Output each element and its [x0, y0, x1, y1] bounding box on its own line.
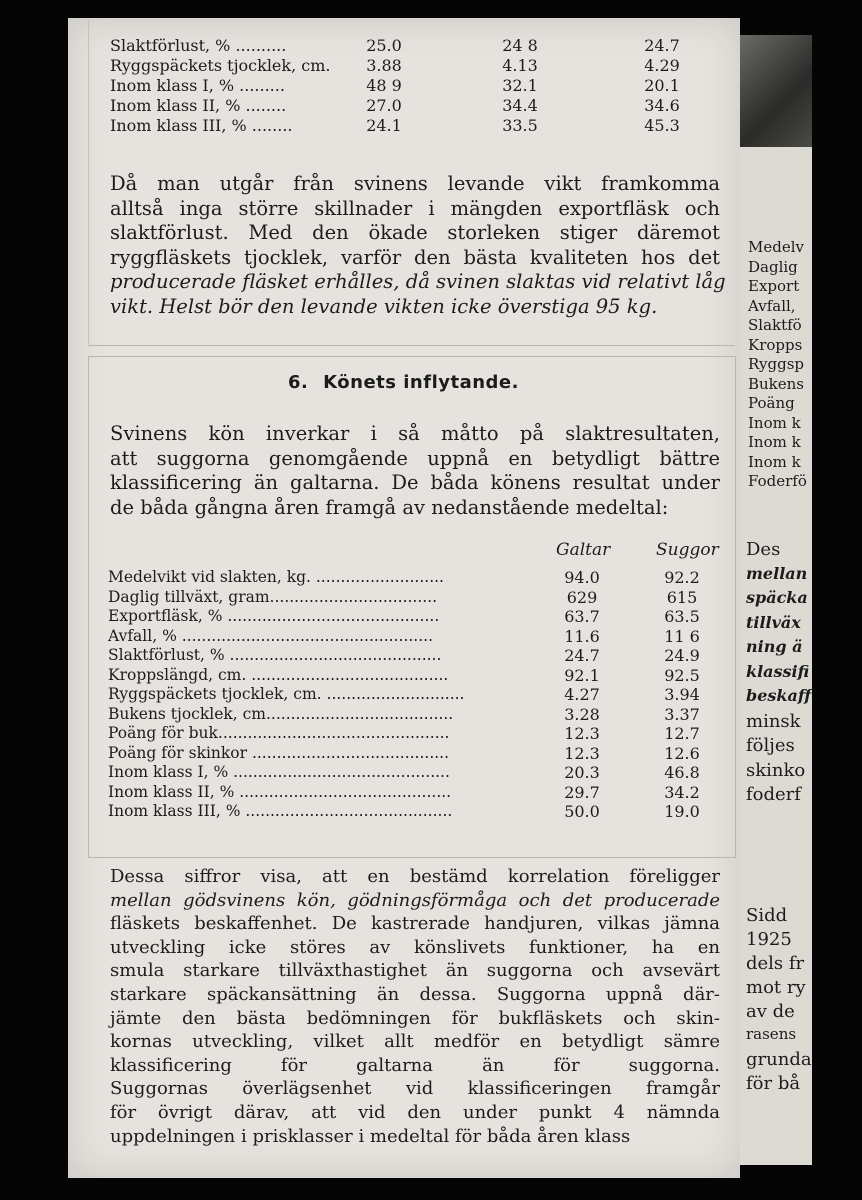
table-cell: 32.1 — [502, 76, 538, 95]
table-cell-suggor: 12.7 — [664, 724, 700, 743]
adjacent-page-strip — [740, 35, 812, 1165]
text-line: vikt. Helst bör den levande vikten icke överstiga 95 kg. — [110, 294, 658, 318]
table-row-label: Slaktförlust, % ........................................... — [108, 646, 442, 664]
strip-text: mot ry — [746, 977, 806, 998]
strip-text: dels fr — [746, 953, 805, 974]
table-cell-galtar: 92.1 — [564, 665, 600, 685]
text-line: mellan gödsvinens kön, gödningsförmåga och det producerade — [110, 889, 720, 911]
strip-label: Kropps — [748, 335, 803, 354]
table-cell: 4.29 — [644, 56, 680, 75]
table-cell-galtar: 29.7 — [564, 782, 600, 802]
table-cell-suggor: 92.2 — [664, 568, 700, 587]
table-row-label: Poäng för buk............................................... — [108, 724, 450, 742]
table-row-label: Inom klass III, % .......................................... — [108, 802, 453, 820]
table-cell-suggor: 63.5 — [664, 607, 700, 626]
strip-text: skinko — [746, 759, 806, 781]
table-cell: 33.5 — [502, 116, 538, 135]
table-cell-suggor: 46.8 — [664, 763, 700, 782]
strip-label: Foderfö — [748, 472, 807, 490]
table-cell: 24.1 — [366, 116, 402, 135]
text-line: de båda gångna åren framgå av nedanstående medeltal: — [110, 495, 669, 519]
strip-text: följes — [746, 735, 795, 756]
text-line: Då man utgår från svinens levande vikt framkomma — [110, 172, 720, 195]
text-line: ryggfläskets tjocklek, varför den bästa kvaliteten hos det — [110, 245, 720, 269]
strip-text: klassifi — [746, 661, 810, 681]
table-cell-suggor: 12.6 — [664, 743, 700, 763]
text-line: Svinens kön inverkar i så måtto på slaktresultaten, — [110, 422, 720, 445]
text-line: Suggornas överlägsenhet vid klassificeringen framgår — [110, 1078, 720, 1100]
photo-fragment — [740, 35, 812, 147]
table-row-label: Bukens tjocklek, cm...................................... — [108, 704, 454, 723]
section-number: 6. — [288, 372, 309, 393]
table-cell-galtar: 24.7 — [564, 646, 600, 665]
table-cell-galtar: 94.0 — [564, 568, 600, 587]
table-cell-galtar: 63.7 — [564, 607, 600, 626]
table-cell-galtar: 4.27 — [564, 685, 600, 704]
section-title: Könets inflytande. — [323, 372, 519, 393]
text-line: fläskets beskaffenhet. De kastrerade handjuren, vilkas jämna — [110, 913, 720, 935]
text-line: utveckling icke störes av könslivets funktioner, ha en — [110, 936, 720, 958]
table-row-label: Inom klass II, % ........ — [110, 96, 287, 115]
strip-text: foderf — [746, 784, 801, 805]
table-cell-galtar: 20.3 — [564, 763, 600, 782]
text-line: slaktförlust. Med den ökade storleken stiger däremot — [110, 221, 720, 244]
strip-text: av de — [746, 1001, 795, 1022]
table-row-label: Inom klass III, % ........ — [110, 116, 293, 135]
table-cell: 20.1 — [644, 76, 680, 95]
strip-text: Sidd — [746, 905, 788, 926]
strip-label: Inom k — [748, 452, 801, 471]
table-row-label: Inom klass I, % ......... — [110, 76, 285, 95]
table-cell: 25.0 — [366, 36, 402, 55]
text-line: kornas utveckling, vilket allt medför en betydligt sämre — [110, 1031, 720, 1053]
table-row-label: Slaktförlust, % .......... — [110, 36, 287, 55]
table-row-label: Exportfläsk, % ........................................... — [108, 607, 440, 625]
table-row-label: Inom klass I, % ............................................ — [108, 763, 450, 781]
strip-label: Inom k — [748, 433, 801, 451]
text-line: för övrigt därav, att vid den under punkt 4 nämnda — [110, 1102, 720, 1123]
strip-label: Avfall, — [748, 296, 796, 315]
table-cell-suggor: 3.37 — [664, 704, 700, 724]
table-cell: 3.88 — [366, 56, 402, 75]
table-cell: 24.7 — [644, 36, 680, 55]
strip-text: tillväx — [746, 612, 801, 632]
section-heading — [288, 372, 519, 393]
table-cell-galtar: 3.28 — [564, 704, 600, 724]
table-cell-suggor: 34.2 — [664, 782, 700, 802]
table-cell-suggor: 11 6 — [664, 626, 700, 646]
strip-text: mellan — [746, 563, 808, 583]
strip-label: Medelv — [748, 238, 804, 256]
table-cell: 34.4 — [502, 96, 538, 115]
text-line: smula starkare tillväxthastighet än suggorna och avsevärt — [110, 960, 720, 982]
strip-text: Des — [746, 539, 781, 560]
strip-text: för bå — [746, 1073, 801, 1094]
table-row-label: Inom klass II, % ........................................... — [108, 782, 452, 801]
table-row-label: Ryggspäckets tjocklek, cm. ............................ — [108, 685, 465, 703]
table-row-label: Avfall, % ................................................... — [108, 626, 434, 645]
strip-text: 1925 — [746, 929, 792, 950]
table-cell-galtar: 12.3 — [564, 724, 600, 743]
table-cell-suggor: 615 — [666, 587, 698, 607]
table-cell: 34.6 — [644, 96, 680, 115]
strip-text: minsk — [746, 710, 801, 732]
column-header-galtar: Galtar — [556, 540, 611, 560]
text-line: klassificering för galtarna än för suggorna. — [110, 1054, 720, 1076]
table-row-label: Medelvikt vid slakten, kg. .......................... — [108, 568, 444, 586]
text-line: klassificering än galtarna. De båda könens resultat under — [110, 471, 720, 494]
strip-text: rasens — [746, 1025, 797, 1043]
table-cell: 27.0 — [366, 96, 402, 115]
text-line: producerade fläsket erhålles, då svinen slaktas vid relativt låg — [110, 270, 726, 293]
table-cell-suggor: 24.9 — [664, 646, 700, 665]
strip-label: Slaktfö — [748, 316, 802, 334]
table-cell: 4.13 — [502, 56, 538, 75]
strip-label: Export — [748, 277, 800, 295]
strip-text: späcka — [746, 588, 808, 607]
text-line: att suggorna genomgående uppnå en betydligt bättre — [110, 446, 720, 470]
text-line: uppdelningen i prisklasser i medeltal för båda åren klass — [110, 1125, 631, 1147]
table-cell-galtar: 11.6 — [564, 626, 600, 646]
table-cell-suggor: 3.94 — [664, 685, 700, 704]
strip-text: beskaff — [746, 686, 812, 705]
strip-text: ning ä — [746, 637, 803, 656]
table-cell: 45.3 — [644, 116, 680, 135]
table-row-label: Ryggspäckets tjocklek, cm. — [110, 56, 331, 75]
text-line: jämte den bästa bedömningen för bukfläskets och skin- — [110, 1007, 720, 1029]
text-line: Dessa siffror visa, att en bestämd korrelation föreligger — [110, 866, 720, 887]
column-header-suggor: Suggor — [656, 540, 719, 560]
strip-label: Bukens — [748, 374, 805, 393]
table-cell: 48 9 — [366, 76, 402, 95]
table-row-label: Daglig tillväxt, gram.................................. — [108, 587, 438, 606]
text-line: alltså inga större skillnader i mängden exportfläsk och — [110, 196, 720, 220]
table-cell: 24 8 — [502, 36, 538, 55]
table-row-label: Kroppslängd, cm. ........................................ — [108, 665, 449, 684]
table-cell-suggor: 19.0 — [664, 802, 700, 821]
table-cell-galtar: 12.3 — [564, 743, 600, 763]
table-cell-galtar: 50.0 — [564, 802, 600, 821]
table-cell-suggor: 92.5 — [664, 665, 700, 685]
table-cell-galtar: 629 — [566, 587, 598, 607]
table-row-label: Poäng för skinkor ........................................ — [108, 743, 450, 762]
strip-label: Inom k — [748, 413, 801, 432]
strip-label: Ryggsp — [748, 355, 805, 373]
strip-label: Poäng — [748, 394, 795, 412]
strip-text: grunda — [746, 1049, 812, 1070]
text-line: starkare späckansättning än dessa. Suggorna uppnå där- — [110, 984, 720, 1005]
strip-label: Daglig — [748, 257, 798, 276]
